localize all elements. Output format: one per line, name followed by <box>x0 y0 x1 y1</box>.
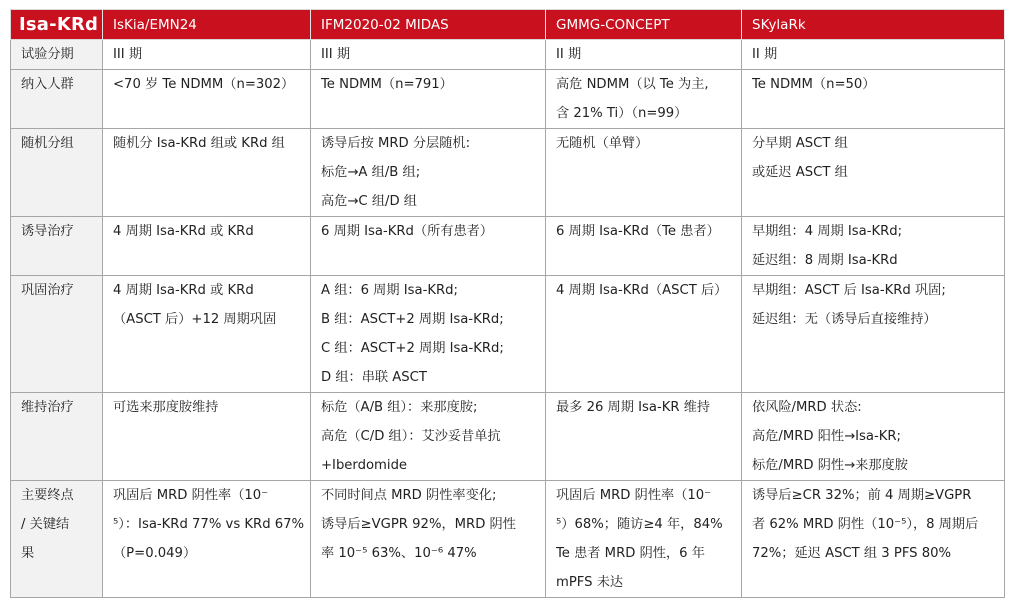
table-cell <box>311 217 546 276</box>
cell-line: 诱导后按 MRD 分层随机: <box>321 136 471 151</box>
table-cell <box>103 217 311 276</box>
table-cell <box>311 129 546 217</box>
cell-line: 4 周期 Isa-KRd 或 KRd <box>113 283 254 298</box>
trial-comparison-table <box>10 9 1005 598</box>
table-cell <box>742 70 1005 129</box>
cell-line: mPFS 未达 <box>556 575 624 590</box>
table-cell <box>546 129 742 217</box>
table-cell <box>742 393 1005 481</box>
table-cell <box>103 276 311 393</box>
cell-line: III 期 <box>113 47 143 62</box>
cell-line: 含 21% Ti）（n=99） <box>556 106 688 121</box>
row-label-line: 纳入人群 <box>21 77 74 92</box>
cell-line: II 期 <box>556 47 582 62</box>
cell-line: 标危/MRD 阴性→来那度胺 <box>752 458 908 473</box>
table-cell <box>311 481 546 598</box>
cell-line: 延迟组：8 周期 Isa-KRd <box>752 253 898 268</box>
trial-name-header: SKylaRk <box>742 10 1005 40</box>
cell-line: 随机分 Isa-KRd 组或 KRd 组 <box>113 136 285 151</box>
row-label <box>11 217 103 276</box>
table-row <box>11 217 1005 276</box>
table-row <box>11 276 1005 393</box>
row-label-line: 巩固治疗 <box>21 283 74 298</box>
table-cell <box>311 393 546 481</box>
row-label <box>11 276 103 393</box>
table-cell <box>742 129 1005 217</box>
table-cell <box>103 70 311 129</box>
cell-line: 分早期 ASCT 组 <box>752 136 848 151</box>
cell-line: 6 周期 Isa-KRd（所有患者） <box>321 224 494 239</box>
table-cell <box>546 70 742 129</box>
cell-line: 高危（C/D 组）：艾沙妥昔单抗 <box>321 429 501 444</box>
cell-line: 最多 26 周期 Isa-KR 维持 <box>556 400 711 415</box>
table-cell <box>742 217 1005 276</box>
cell-line: 高危 NDMM（以 Te 为主, <box>556 77 709 92</box>
cell-line: 无随机（单臂） <box>556 136 649 151</box>
row-label-line: 果 <box>21 546 35 561</box>
cell-line: Te NDMM（n=50） <box>752 77 876 92</box>
cell-line: D 组：串联 ASCT <box>321 370 427 385</box>
header-row <box>11 10 1005 40</box>
cell-line: 依风险/MRD 状态: <box>752 400 862 415</box>
regimen-title: Isa-KRd <box>11 10 103 40</box>
table-row <box>11 40 1005 70</box>
row-label-line: / 关键结 <box>21 517 70 532</box>
cell-line: 巩固后 MRD 阴性率（10⁻ <box>556 488 712 503</box>
trial-name-header: GMMG-CONCEPT <box>546 10 742 40</box>
cell-line: 或延迟 ASCT 组 <box>752 165 848 180</box>
row-label <box>11 70 103 129</box>
cell-line: ⁵）68%；随访≥4 年，84% <box>556 517 723 532</box>
table-cell <box>311 70 546 129</box>
row-label <box>11 129 103 217</box>
table-row <box>11 481 1005 598</box>
row-label <box>11 393 103 481</box>
trial-name-header: IsKia/EMN24 <box>103 10 311 40</box>
cell-line: 诱导后≥CR 32%；前 4 周期≥VGPR <box>752 488 972 503</box>
cell-line: B 组：ASCT+2 周期 Isa-KRd; <box>321 312 504 327</box>
cell-line: （P=0.049） <box>113 546 197 561</box>
row-label <box>11 40 103 70</box>
table-cell <box>742 40 1005 70</box>
cell-line: C 组：ASCT+2 周期 Isa-KRd; <box>321 341 504 356</box>
cell-line: 4 周期 Isa-KRd（ASCT 后） <box>556 283 728 298</box>
cell-line: <70 岁 Te NDMM（n=302） <box>113 77 295 92</box>
table-cell <box>546 276 742 393</box>
table-cell <box>546 217 742 276</box>
row-label-line: 维持治疗 <box>21 400 74 415</box>
cell-line: 率 10⁻⁵ 63%、10⁻⁶ 47% <box>321 546 477 561</box>
table-cell <box>103 129 311 217</box>
cell-line: +Iberdomide <box>321 458 408 473</box>
row-label <box>11 481 103 598</box>
cell-line: 高危→C 组/D 组 <box>321 194 417 209</box>
row-label-line: 试验分期 <box>21 47 74 62</box>
cell-line: 高危/MRD 阳性→Isa-KR; <box>752 429 901 444</box>
cell-line: 诱导后≥VGPR 92%，MRD 阴性 <box>321 517 516 532</box>
cell-line: ⁵）：Isa-KRd 77% vs KRd 67% <box>113 517 305 532</box>
table-cell <box>311 276 546 393</box>
cell-line: III 期 <box>321 47 351 62</box>
table-cell <box>103 40 311 70</box>
cell-line: 可选来那度胺维持 <box>113 400 219 415</box>
table-cell <box>546 393 742 481</box>
row-label-line: 诱导治疗 <box>21 224 74 239</box>
cell-line: 4 周期 Isa-KRd 或 KRd <box>113 224 254 239</box>
row-label-line: 随机分组 <box>21 136 74 151</box>
cell-line: 巩固后 MRD 阴性率（10⁻ <box>113 488 269 503</box>
table-cell <box>546 481 742 598</box>
trial-name-header: IFM2020-02 MIDAS <box>311 10 546 40</box>
cell-line: Te 患者 MRD 阴性，6 年 <box>556 546 705 561</box>
table-cell <box>546 40 742 70</box>
cell-line: 不同时间点 MRD 阴性率变化; <box>321 488 497 503</box>
cell-line: Te NDMM（n=791） <box>321 77 453 92</box>
cell-line: 早期组：ASCT 后 Isa-KRd 巩固; <box>752 283 946 298</box>
row-label-line: 主要终点 <box>21 488 74 503</box>
table-cell <box>742 276 1005 393</box>
table-cell <box>103 481 311 598</box>
cell-line: 标危（A/B 组）：来那度胺; <box>321 400 478 415</box>
cell-line: II 期 <box>752 47 778 62</box>
table-cell <box>311 40 546 70</box>
table-cell <box>742 481 1005 598</box>
cell-line: 72%；延迟 ASCT 组 3 PFS 80% <box>752 546 952 561</box>
cell-line: A 组：6 周期 Isa-KRd; <box>321 283 458 298</box>
cell-line: 标危→A 组/B 组; <box>321 165 421 180</box>
table-cell <box>103 393 311 481</box>
cell-line: 6 周期 Isa-KRd（Te 患者） <box>556 224 720 239</box>
table-row <box>11 129 1005 217</box>
cell-line: 者 62% MRD 阴性（10⁻⁵），8 周期后 <box>752 517 979 532</box>
cell-line: 延迟组：无（诱导后直接维持） <box>752 312 937 327</box>
table-row <box>11 70 1005 129</box>
cell-line: （ASCT 后）+12 周期巩固 <box>113 312 277 327</box>
cell-line: 早期组：4 周期 Isa-KRd; <box>752 224 903 239</box>
table-row <box>11 393 1005 481</box>
